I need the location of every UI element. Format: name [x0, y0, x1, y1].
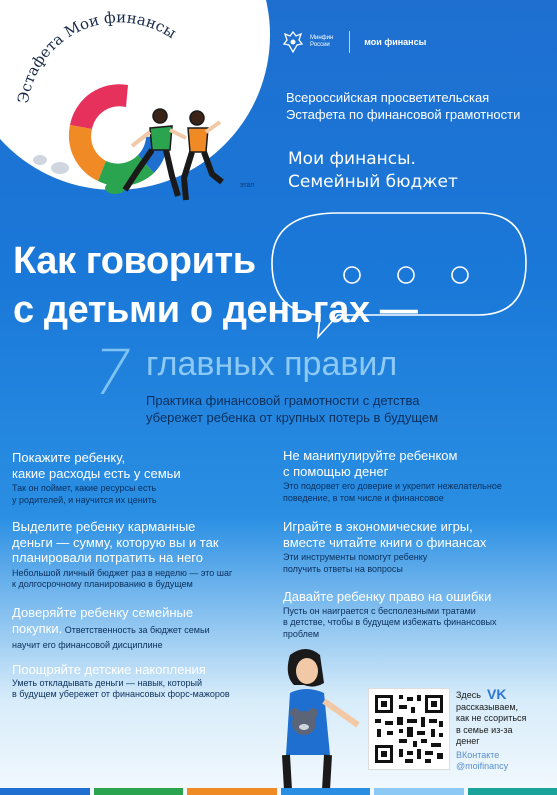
rule-left-3: Доверяйте ребенку семейные покупки. Ответственность за бюджет семьи научит его финансовой дисциплине — [12, 605, 210, 650]
rule-right-2: Играйте в экономические игры, вместе читайте книги о финансах Эти инструменты помогут ребенку получить ответы на вопросы — [283, 519, 487, 574]
qr-code[interactable] — [368, 688, 450, 770]
minfin-label: Минфин России — [310, 35, 334, 48]
rule-left-1: Покажите ребенку, какие расходы есть у семьи Так он поймет, какие ресурсы есть у родителей, и научится их ценить — [12, 450, 181, 505]
rule-right-1: Не манипулируйте ребенком с помощью денег Это подорвет его доверие и укрепит нежелательное поведение, в том числе и финансовое — [283, 448, 502, 503]
stage-title: Мои финансы. Семейный бюджет — [288, 149, 458, 192]
vk-handle[interactable]: ВКонтакте @moifinancy — [456, 749, 509, 771]
event-subtitle: Всероссийская просветительская Эстафета по финансовой грамотности — [286, 90, 521, 122]
main-headline: Как говорить с детьми о деньгах — — [13, 240, 418, 331]
vk-logo-icon[interactable]: VK — [487, 686, 507, 702]
rules-heading: главных правил — [146, 345, 398, 383]
brand-logo: мои финансы — [364, 37, 427, 47]
coat-of-arms-icon — [282, 30, 304, 54]
stage-label: этап — [240, 182, 255, 189]
practice-subheading: Практика финансовой грамотности с детства убережет ребенка от крупных потерь в будущем — [146, 393, 439, 425]
rule-left-4: Поощряйте детские накопления Уметь откладывать деньги — навык, который в будущем убережет от финансовых форс-мажоров — [12, 662, 230, 699]
relay-illustration — [0, 0, 240, 215]
logo-separator — [349, 31, 350, 53]
girl-with-bear-illustration — [268, 645, 368, 790]
rules-number: 7 — [84, 336, 140, 409]
bottom-stripes — [0, 788, 557, 795]
rule-left-2: Выделите ребенку карманные деньги — сумму, которую вы и так планировали потратить на него Небольшой личный бюджет раз в неделю — это шаг к долгосрочному планированию в будущем — [12, 519, 233, 589]
rule-right-3: Давайте ребенку право на ошибки Пусть он наиграется с бесполезными тратами в детстве, чтобы в будущем избежать финансовых проблем — [283, 589, 497, 639]
relay-arc-text: Эстафета Мои финансы — [14, 8, 180, 105]
logo-area — [282, 30, 426, 54]
vk-promo-text: Здесь рассказываем, как не ссориться в семье из-за денег ВКонтакте @moifinancy — [456, 690, 556, 773]
